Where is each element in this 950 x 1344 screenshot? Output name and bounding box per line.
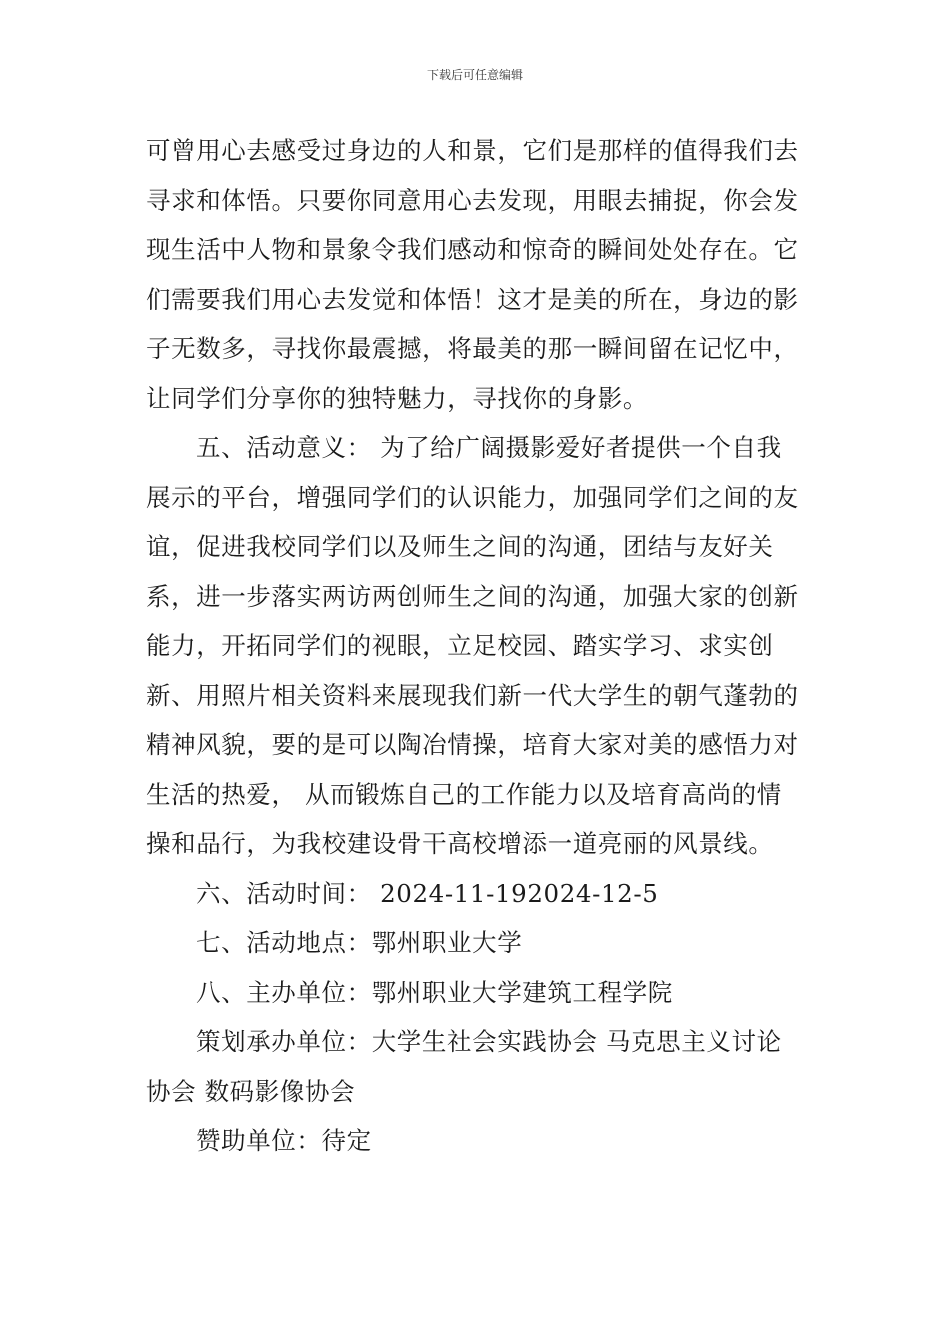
paragraph-activity-location: 七、活动地点：鄂州职业大学 [196, 928, 523, 957]
document-body [146, 126, 806, 1166]
paragraph-activity-time: 六、活动时间： 2024-11-192024-12-5 [196, 878, 659, 908]
paragraph-intro-continuation: 可曾用心去感受过身边的人和景，它们是那样的值得我们去寻求和体悟。只要你同意用心去发现，用眼去捕捉，你会发现生活中人物和景象令我们感动和惊奇的瞬间处处存在。它们需要我们用心去发觉和体悟！这才是美的所在，身边的影子无数多，寻找你最震撼，将最美的那一瞬间留在记忆中，让同学们分享你的独特魅力，寻找你的身影。 [146, 136, 799, 413]
paragraph-host-organization: 八、主办单位：鄂州职业大学建筑工程学院 [196, 977, 673, 1007]
page-header-note: 下载后可任意编辑 [426, 68, 523, 82]
paragraph-sponsors: 赞助单位：待定 [196, 1126, 372, 1155]
paragraph-organizers: 策划承办单位：大学生社会实践协会 马克思主义讨论协会 数码影像协会 [146, 1027, 782, 1106]
paragraph-activity-significance: 五、活动意义： 为了给广阔摄影爱好者提供一个自我展示的平台，增强同学们的认识能力，加强同学们之间的友谊，促进我校同学们以及师生之间的沟通，团结与友好关系，进一步落实两访两创师生之间的沟通，加强大家的创新能力，开拓同学们的视眼，立足校园、踏实学习、求实创新、用照片相关资料来展现我们新一代大学生的朝气蓬勃的精神风貌，要的是可以陶冶情操，培育大家对美的感悟力对生活的热爱， 从而锻炼自己的工作能力以及培育高尚的情操和品行，为我校建设骨干高校增添一道亮丽的风景线。 [146, 433, 799, 858]
